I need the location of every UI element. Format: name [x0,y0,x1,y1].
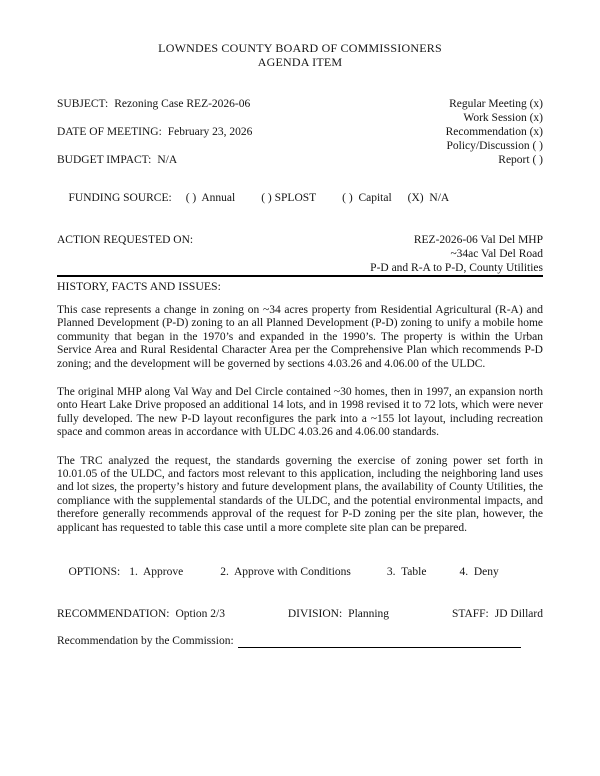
meta-left-column [57,97,252,167]
action-requested-details [370,233,543,275]
action-case-line: REZ-2026-06 Val Del MHP [413,234,543,246]
meeting-type-work-session: Work Session (x) [463,112,543,124]
recommendation-pair [57,607,225,621]
option-approve: 1. Approve [129,566,184,579]
funding-option-na-checked: (X) N/A [407,192,450,204]
subject-label: SUBJECT: [57,98,109,110]
funding-option-splost: ( ) SPLOST [261,192,317,204]
meeting-type-report: Report ( ) [498,154,543,166]
staff-label: STAFF: [451,608,489,621]
history-paragraph-1: This case represents a change in zoning on ~34 acres property from Residential Agricultural (R-A) and Planned Development (P-D) zoning to an all Planned Development (P-D) zoning to unify a mobile home community that began in the 1970’s and expanded in the 1990’s. The property is within the Urban Service Area and Rural Residental Character Area per the Comprehensive Plan which recommends P-D zoning; and the development will be governed by sections 4.03.26 and 4.06.00 of the ULDC. [57,304,543,370]
option-table: 3. Table [386,566,427,579]
staff-pair [452,607,543,621]
recommendation-value: Option 2/3 [175,608,225,621]
division-value: Planning [348,608,390,621]
recommendation-label: RECOMMENDATION: [57,608,170,621]
history-facts-issues-heading: HISTORY, FACTS AND ISSUES: [57,279,221,293]
options-label: OPTIONS: [68,566,121,579]
commission-signature-blank [238,635,521,648]
funding-source-label: FUNDING SOURCE: [68,192,172,204]
meeting-type-recommendation: Recommendation (x) [445,126,543,138]
document-header [57,41,543,69]
commission-recommendation-row [57,634,543,648]
funding-option-annual: ( ) Annual [185,192,236,204]
option-approve-with-conditions: 2. Approve with Conditions [220,566,351,579]
action-zoning-line: P-D and R-A to P-D, County Utilities [370,262,543,274]
meeting-type-policy-discussion: Policy/Discussion ( ) [446,140,543,152]
action-requested-label: ACTION REQUESTED ON: [57,234,194,246]
meeting-type-column [446,97,543,167]
budget-impact-row [57,153,252,167]
division-pair [288,607,389,621]
history-paragraph-3: The TRC analyzed the request, the standards governing the exercise of zoning power set forth in 10.01.05 of the ULDC, and factors most relevant to this application, including the neighboring land uses and lot sizes, the property’s history and future development plans, the availability of County Utilities, the compliance with the supplemental standards of the ULDC, and the potential environmental impacts, and therefore generally recommends approval of the request for P-D zoning per the site plan, however, the applicant has requested to table this case until a more complete site plan can be prepared. [57,454,543,534]
header-board-title: LOWNDES COUNTY BOARD OF COMMISSIONERS [158,41,442,55]
meeting-type-regular: Regular Meeting (x) [449,98,543,110]
subject-row [57,97,252,125]
header-agenda-item-title: AGENDA ITEM [257,55,343,69]
options-row [57,551,543,593]
budget-impact-value: N/A [157,154,178,166]
staff-value: JD Dillard [494,608,543,621]
section-divider-rule [57,275,543,277]
meeting-date-label: DATE OF MEETING: [57,126,162,138]
recommendation-row [57,607,543,621]
history-paragraph-2: The original MHP along Val Way and Del Circle contained ~30 homes, then in 1997, an expansion north onto Heart Lake Drive proposed an additional 14 lots, and in 1998 revised it to 72 lots, which were never fully developed. The new P-D layout reconfigures the park into a ~155 lot layout, including recreation space and common areas in accordance with ULDC 4.03.26 and 4.06.00 standards. [57,386,543,439]
meeting-date-value: February 23, 2026 [167,126,253,138]
option-deny: 4. Deny [459,566,499,579]
commission-recommendation-label: Recommendation by the Commission: [57,635,234,648]
subject-value: Rezoning Case REZ-2026-06 [114,98,251,110]
funding-option-capital: ( ) Capital [342,192,392,204]
division-label: DIVISION: [287,608,343,621]
action-requested-section [57,233,543,275]
meta-section [57,97,543,167]
action-acreage-line: ~34ac Val Del Road [450,248,543,260]
budget-impact-label: BUDGET IMPACT: [57,154,152,166]
meeting-date-row [57,125,252,153]
funding-source-row [57,177,543,219]
